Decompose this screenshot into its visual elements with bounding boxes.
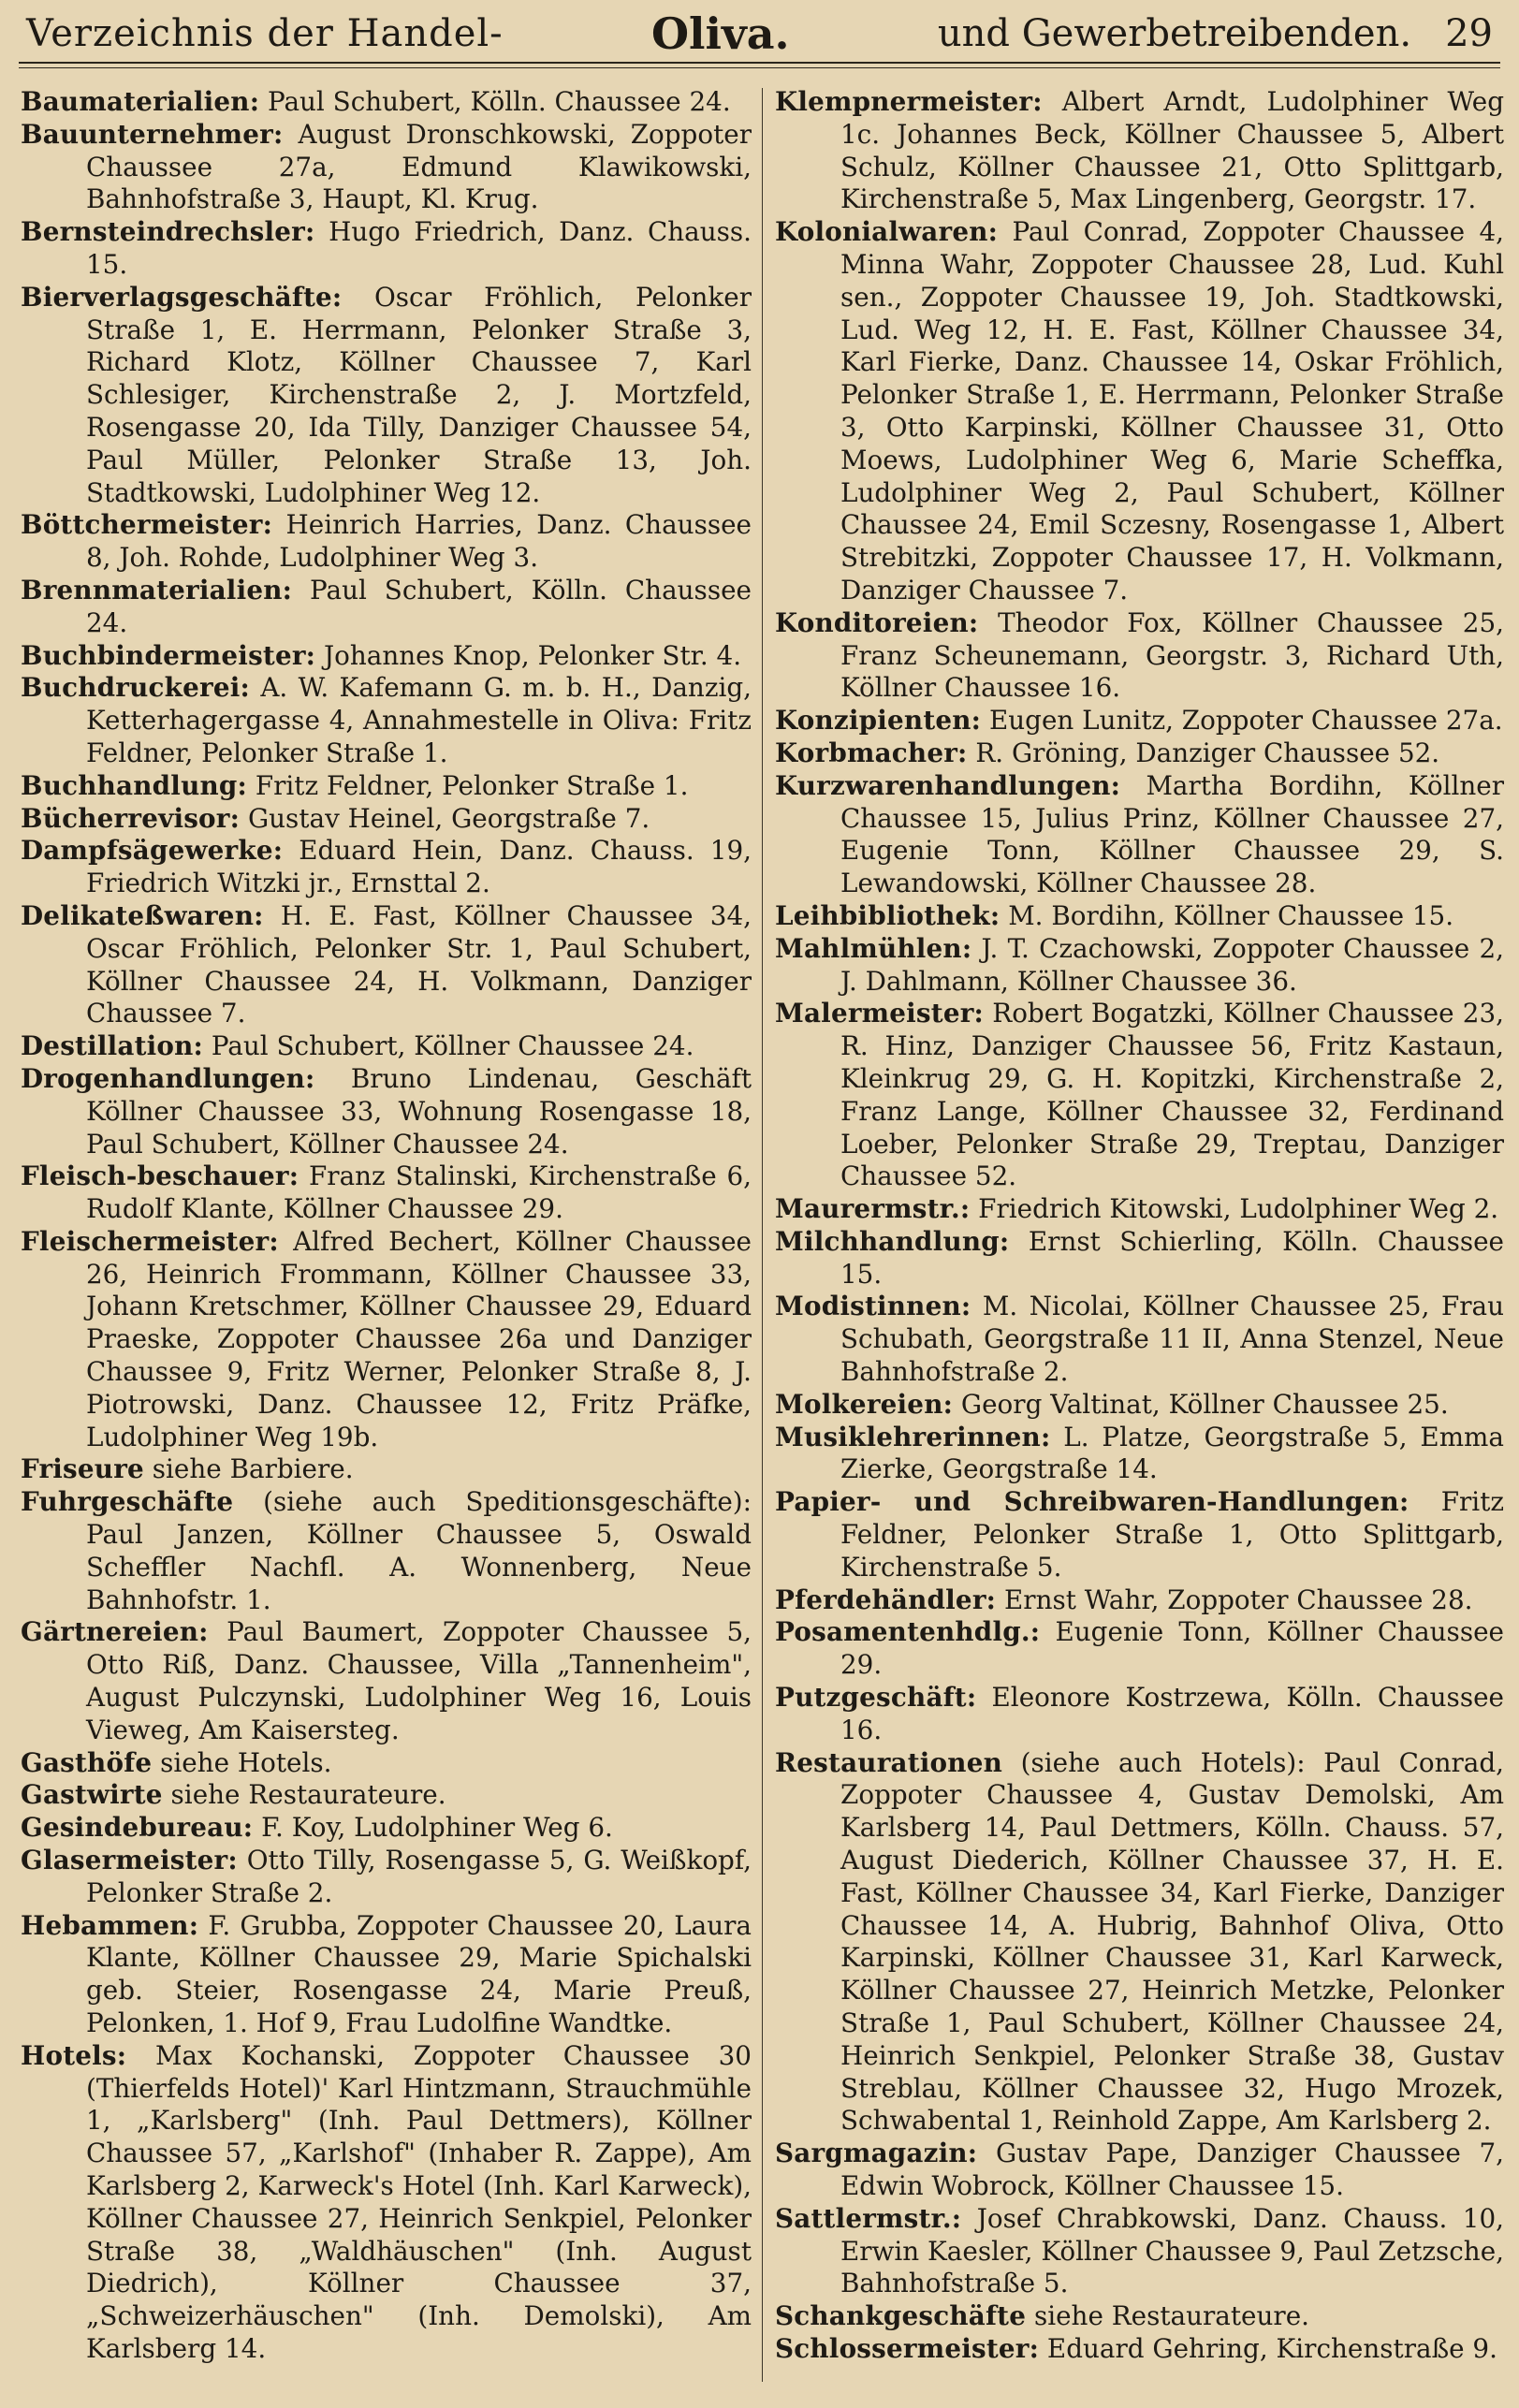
- entry-listing-text: Heinrich Harries, Danz. Chaussee 8, Joh. Rohde, Ludolphiner Weg 3.: [86, 509, 752, 574]
- directory-entry: [775, 1616, 1504, 1682]
- entry-trade-term: Schankgeschäfte: [775, 2300, 1027, 2332]
- entry-trade-term: Konzipienten:: [775, 705, 982, 737]
- directory-entry: [21, 803, 752, 836]
- entry-trade-term: Delikateßwaren:: [21, 899, 264, 931]
- entry-listing-text: Georg Valtinat, Köllner Chaussee 25.: [960, 1388, 1449, 1420]
- entry-trade-term: Hotels:: [21, 2039, 127, 2071]
- entry-trade-term: Fleisch-beschauer:: [21, 1160, 299, 1192]
- entry-listing-text: F. Koy, Ludolphiner Weg 6.: [261, 1812, 613, 1844]
- directory-entry: [21, 1779, 752, 1812]
- entry-listing-text: Eleonore Kostrzewa, Kölln. Chaussee 16.: [840, 1682, 1504, 1745]
- directory-entry: [775, 2333, 1504, 2366]
- entry-listing-text: Eugenie Tonn, Köllner Chaussee 29.: [840, 1616, 1504, 1681]
- directory-entry: [21, 672, 752, 769]
- entry-listing-text: Paul Schubert, Kölln. Chaussee 24.: [86, 574, 752, 638]
- entry-trade-term: Konditoreien:: [775, 606, 979, 638]
- page-number: 29: [1445, 12, 1493, 55]
- entry-trade-term: Malermeister:: [775, 998, 985, 1029]
- entry-trade-term: Gasthöfe: [21, 1746, 153, 1778]
- directory-entry: [775, 998, 1504, 1193]
- directory-entry: [21, 1226, 752, 1454]
- directory-entry: [775, 1193, 1504, 1226]
- entry-listing-text: (siehe auch Hotels): Paul Conrad, Zoppoter Chaussee 4, Gustav Demolski, Am Karlsberg 14, Paul Dettmers, Kölln. Chauss. 57, August Diederich, Köllner Chaussee 37, H. E. Fast, Köllner Chaussee 34, Karl Fierke, Danziger Chaussee 14, A. Hubrig, Bahnhof Oliva, Otto Karpinski, Köllner Chaussee 31, Karl Karweck, Köllner Chaussee 27, Heinrich Metzke, Pelonker Straße 1, Paul Schubert, Köllner Chaussee 24, Heinrich Senkpiel, Pelonker Straße 38, Gustav Streblau, Köllner Chaussee 32, Hugo Mrozek, Schwabental 1, Reinhold Zappe, Am Karlsberg 2.: [840, 1746, 1504, 2137]
- entry-listing-text: Franz Stalinski, Kirchenstraße 6, Rudolf Klante, Köllner Chaussee 29.: [86, 1160, 752, 1225]
- entry-listing-text: F. Grubba, Zoppoter Chaussee 20, Laura Klante, Köllner Chaussee 29, Marie Spichalski geb. Steier, Rosengasse 24, Marie Preuß, Pelonken, 1. Hof 9, Frau Ludolfine Wandtke.: [86, 1909, 752, 2039]
- directory-entry: [21, 2040, 752, 2366]
- entry-trade-term: Sattlermstr.:: [775, 2202, 962, 2234]
- entry-listing-text: L. Platze, Georgstraße 5, Emma Zierke, Georgstraße 14.: [840, 1421, 1504, 1485]
- entry-listing-text: (siehe auch Speditionsgeschäfte): Paul Janzen, Köllner Chaussee 5, Oswald Scheffler Nachfl. A. Wonnenberg, Neue Bahnhofstr. 1.: [86, 1486, 752, 1615]
- entry-listing-text: Max Kochanski, Zoppoter Chaussee 30 (Thierfelds Hotel)' Karl Hintzmann, Strauchmühle 1, „Karlsberg" (Inh. Paul Dettmers), Köllner Chaussee 57, „Karlshof" (Inhaber R. Zappe), Am Karlsberg 2, Karweck's Hotel (Inh. Karl Karweck), Köllner Chaussee 27, Heinrich Senkpiel, Pelonker Straße 38, „Waldhäuschen" (Inh. August Diedrich), Köllner Chaussee 37, „Schweizerhäuschen" (Inh. Demolski), Am Karlsberg 14.: [86, 2039, 752, 2364]
- directory-entry: [21, 1616, 752, 1746]
- entry-trade-term: Kurzwarenhandlungen:: [775, 769, 1121, 801]
- entry-listing-text: siehe Restaurateure.: [1033, 2300, 1309, 2332]
- entry-listing-text: R. Gröning, Danziger Chaussee 52.: [975, 737, 1440, 768]
- directory-entry: [21, 1030, 752, 1063]
- directory-entry: [775, 1747, 1504, 2138]
- page-header: [26, 7, 1493, 60]
- entry-trade-term: Korbmacher:: [775, 737, 968, 768]
- directory-entry: [21, 900, 752, 1030]
- directory-entry: [775, 86, 1504, 216]
- entry-listing-text: Ernst Wahr, Zoppoter Chaussee 28.: [1003, 1583, 1473, 1615]
- directory-entry: [775, 1389, 1504, 1422]
- entry-trade-term: Pferdehändler:: [775, 1583, 997, 1615]
- directory-entry: [21, 770, 752, 803]
- entry-listing-text: M. Bordihn, Köllner Chaussee 15.: [1008, 899, 1454, 931]
- entry-trade-term: Papier- und Schreibwaren-Handlungen:: [775, 1486, 1409, 1518]
- entry-trade-term: Buchhandlung:: [21, 769, 247, 801]
- entry-trade-term: Molkereien:: [775, 1388, 954, 1420]
- entry-listing-text: Robert Bogatzki, Köllner Chaussee 23, R. Hinz, Danziger Chaussee 56, Fritz Kastaun, Kleinkrug 29, G. H. Kopitzki, Kirchenstraße 2, Franz Lange, Köllner Chaussee 32, Ferdinand Loeber, Pelonker Straße 29, Treptau, Danziger Chaussee 52.: [840, 998, 1504, 1192]
- entry-listing-text: M. Nicolai, Köllner Chaussee 25, Frau Schubath, Georgstraße 11 II, Anna Stenzel, Neue Bahnhofstraße 2.: [840, 1291, 1504, 1388]
- entry-listing-text: siehe Restaurateure.: [170, 1779, 446, 1811]
- directory-entry: [21, 1453, 752, 1486]
- entry-trade-term: Putzgeschäft:: [775, 1682, 977, 1714]
- entry-trade-term: Fleischermeister:: [21, 1225, 279, 1257]
- header-left-title: Verzeichnis der Handel-: [26, 12, 504, 55]
- entry-listing-text: Eduard Hein, Danz. Chauss. 19, Friedrich Witzki jr., Ernsttal 2.: [86, 835, 752, 899]
- entry-listing-text: Fritz Feldner, Pelonker Straße 1.: [255, 769, 689, 801]
- directory-entry: [21, 216, 752, 282]
- entry-listing-text: Martha Bordihn, Köllner Chaussee 15, Julius Prinz, Köllner Chaussee 27, Eugenie Tonn, Köllner Chaussee 29, S. Lewandowski, Köllner Chaussee 28.: [840, 769, 1504, 899]
- directory-entry: [775, 770, 1504, 900]
- entry-listing-text: August Dronschkowski, Zoppoter Chaussee 27a, Edmund Klawikowski, Bahnhofstraße 3, Haupt, Kl. Krug.: [86, 118, 752, 215]
- directory-entry: [775, 216, 1504, 607]
- directory-entry: [775, 1226, 1504, 1292]
- directory-entry: [775, 1682, 1504, 1747]
- directory-entry: [775, 2203, 1504, 2300]
- entry-listing-text: Ernst Schierling, Kölln. Chaussee 15.: [840, 1225, 1504, 1290]
- directory-entry: [21, 282, 752, 510]
- entry-trade-term: Bierverlagsgeschäfte:: [21, 281, 343, 313]
- entry-listing-text: Theodor Fox, Köllner Chaussee 25, Franz Scheunemann, Georgstr. 3, Richard Uth, Köllner Chaussee 16.: [840, 606, 1504, 704]
- entry-listing-text: Oscar Fröhlich, Pelonker Straße 1, E. Herrmann, Pelonker Straße 3, Richard Klotz, Köllner Chaussee 7, Karl Schlesiger, Kirchenstraße 2, J. Mortzfeld, Rosengasse 20, Ida Tilly, Danziger Chaussee 54, Paul Müller, Pelonker Straße 13, Joh. Stadtkowski, Ludolphiner Weg 12.: [86, 281, 752, 508]
- entry-trade-term: Drogenhandlungen:: [21, 1062, 315, 1094]
- entry-trade-term: Maurermstr.:: [775, 1193, 971, 1225]
- entry-listing-text: J. T. Czachowski, Zoppoter Chaussee 2, J. Dahlmann, Köllner Chaussee 36.: [840, 932, 1504, 997]
- entry-trade-term: Gastwirte: [21, 1779, 163, 1811]
- directory-entry: [775, 705, 1504, 737]
- directory-entry: [21, 1160, 752, 1226]
- entry-trade-term: Fuhrgeschäfte: [21, 1486, 234, 1518]
- directory-entry: [21, 509, 752, 575]
- header-right-group: [938, 12, 1493, 55]
- directory-entry: [21, 119, 752, 216]
- entry-trade-term: Gesindebureau:: [21, 1812, 254, 1844]
- entry-listing-text: Gustav Heinel, Georgstraße 7.: [247, 802, 650, 834]
- entry-trade-term: Restaurationen: [775, 1746, 1002, 1778]
- entry-listing-text: Bruno Lindenau, Geschäft Köllner Chaussee 33, Wohnung Rosengasse 18, Paul Schubert, Köllner Chaussee 24.: [86, 1062, 752, 1160]
- entry-listing-text: Gustav Pape, Danziger Chaussee 7, Edwin Wobrock, Köllner Chaussee 15.: [840, 2138, 1504, 2201]
- entry-trade-term: Dampfsägewerke:: [21, 835, 284, 867]
- entry-trade-term: Schlossermeister:: [775, 2332, 1040, 2364]
- directory-entry: [775, 933, 1504, 999]
- entry-trade-term: Kolonialwaren:: [775, 216, 999, 248]
- entry-listing-text: Otto Tilly, Rosengasse 5, G. Weißkopf, Pelonker Straße 2.: [86, 1845, 752, 1908]
- entry-listing-text: A. W. Kafemann G. m. b. H., Danzig, Ketterhagergasse 4, Annahmestelle in Oliva: Fritz Feldner, Pelonker Straße 1.: [86, 672, 752, 768]
- entry-trade-term: Bauunternehmer:: [21, 118, 284, 150]
- column-divider: [762, 88, 763, 2382]
- directory-entry: [21, 86, 752, 119]
- directory-entry: [21, 1910, 752, 2040]
- entry-listing-text: Paul Conrad, Zoppoter Chaussee 4, Minna Wahr, Zoppoter Chaussee 28, Lud. Kuhl sen., Zoppoter Chaussee 19, Joh. Stadtkowski, Lud. Weg 12, H. E. Fast, Köllner Chaussee 34, Karl Fierke, Danz. Chaussee 14, Oskar Fröhlich, Pelonker Straße 1, E. Herrmann, Pelonker Straße 3, Otto Karpinski, Köllner Chaussee 31, Otto Moews, Ludolphiner Weg 6, Marie Scheffka, Ludolphiner Weg 2, Paul Schubert, Köllner Chaussee 24, Emil Sczesny, Rosengasse 1, Albert Strebitzki, Zoppoter Chaussee 17, H. Volkmann, Danziger Chaussee 7.: [840, 216, 1504, 606]
- directory-entry: [775, 1422, 1504, 1487]
- directory-entry: [21, 1063, 752, 1160]
- entry-trade-term: Modistinnen:: [775, 1291, 971, 1322]
- entry-trade-term: Hebammen:: [21, 1909, 199, 1941]
- entry-listing-text: Josef Chrabkowski, Danz. Chauss. 10, Erwin Kaesler, Köllner Chaussee 9, Paul Zetzsche, Bahnhofstraße 5.: [840, 2202, 1504, 2299]
- entry-listing-text: H. E. Fast, Köllner Chaussee 34, Oscar Fröhlich, Pelonker Str. 1, Paul Schubert, Köllner Chaussee 24, H. Volkmann, Danziger Chaussee 7.: [86, 899, 752, 1029]
- entry-trade-term: Böttchermeister:: [21, 509, 273, 541]
- entry-listing-text: Albert Arndt, Ludolphiner Weg 1c. Johannes Beck, Köllner Chaussee 5, Albert Schulz, Köllner Chaussee 21, Otto Splittgarb, Kirchenstraße 5, Max Lingenberg, Georgstr. 17.: [840, 86, 1504, 215]
- entry-trade-term: Klempnermeister:: [775, 86, 1043, 117]
- entry-listing-text: Hugo Friedrich, Danz. Chauss. 15.: [86, 216, 752, 280]
- entry-trade-term: Glasermeister:: [21, 1845, 238, 1876]
- entry-trade-term: Buchbindermeister:: [21, 639, 316, 671]
- entry-listing-text: siehe Barbiere.: [152, 1453, 354, 1485]
- entry-listing-text: Paul Baumert, Zoppoter Chaussee 5, Otto Riß, Danz. Chaussee, Villa „Tannenheim", August Pulczynski, Ludolphiner Weg 16, Louis Vieweg, Am Kaisersteg.: [86, 1616, 752, 1745]
- entry-trade-term: Leihbibliothek:: [775, 899, 1000, 931]
- directory-entry: [775, 1291, 1504, 1388]
- directory-entry: [21, 835, 752, 900]
- entry-listing-text: Eugen Lunitz, Zoppoter Chaussee 27a.: [988, 705, 1503, 737]
- entry-trade-term: Bücherrevisor:: [21, 802, 241, 834]
- header-rule-thin: [19, 67, 1500, 68]
- entry-listing-text: Alfred Bechert, Köllner Chaussee 26, Heinrich Frommann, Köllner Chaussee 33, Johann Kretschmer, Köllner Chaussee 29, Eduard Praeske, Zoppoter Chaussee 26a und Danziger Chaussee 9, Fritz Werner, Pelonker Straße 8, J. Piotrowski, Danz. Chaussee 12, Fritz Präfke, Ludolphiner Weg 19b.: [86, 1225, 752, 1452]
- entry-listing-text: Paul Schubert, Köllner Chaussee 24.: [211, 1030, 694, 1062]
- directory-entry: [21, 1486, 752, 1616]
- directory-entry: [775, 1486, 1504, 1583]
- entry-trade-term: Posamentenhdlg.:: [775, 1616, 1041, 1648]
- entry-trade-term: Mahlmühlen:: [775, 932, 972, 964]
- entry-trade-term: Sargmagazin:: [775, 2138, 978, 2169]
- directory-entry: [21, 575, 752, 640]
- entry-trade-term: Buchdruckerei:: [21, 672, 250, 704]
- entry-trade-term: Milchhandlung:: [775, 1225, 1010, 1257]
- right-column: [775, 86, 1504, 2389]
- directory-entry: [775, 900, 1504, 933]
- entry-trade-term: Gärtnereien:: [21, 1616, 209, 1648]
- entry-listing-text: Johannes Knop, Pelonker Str. 4.: [324, 639, 742, 671]
- directory-entry: [775, 737, 1504, 770]
- entry-listing-text: Fritz Feldner, Pelonker Straße 1, Otto Splittgarb, Kirchenstraße 5.: [840, 1486, 1504, 1583]
- entry-trade-term: Musiklehrerinnen:: [775, 1421, 1051, 1452]
- directory-entry: [775, 1584, 1504, 1617]
- entry-listing-text: Friedrich Kitowski, Ludolphiner Weg 2.: [978, 1193, 1499, 1225]
- entry-trade-term: Friseure: [21, 1453, 144, 1485]
- left-column: [21, 86, 752, 2389]
- directory-entry: [21, 1845, 752, 1910]
- directory-entry: [21, 1812, 752, 1845]
- directory-entry: [775, 2138, 1504, 2203]
- directory-entry: [775, 607, 1504, 705]
- header-rule: [19, 62, 1500, 64]
- entry-trade-term: Baumaterialien:: [21, 86, 260, 117]
- entry-trade-term: Destillation:: [21, 1030, 203, 1062]
- entry-listing-text: Paul Schubert, Kölln. Chaussee 24.: [268, 86, 731, 117]
- header-right-title: und Gewerbetreibenden.: [937, 12, 1412, 55]
- entry-listing-text: siehe Hotels.: [160, 1746, 332, 1778]
- directory-entry: [775, 2300, 1504, 2333]
- entry-trade-term: Brennmaterialien:: [21, 574, 293, 606]
- directory-entry: [21, 640, 752, 673]
- header-town-title: Oliva.: [650, 8, 790, 59]
- directory-entry: [21, 1747, 752, 1780]
- entry-trade-term: Bernsteindrechsler:: [21, 216, 315, 248]
- entry-listing-text: Eduard Gehring, Kirchenstraße 9.: [1046, 2332, 1497, 2364]
